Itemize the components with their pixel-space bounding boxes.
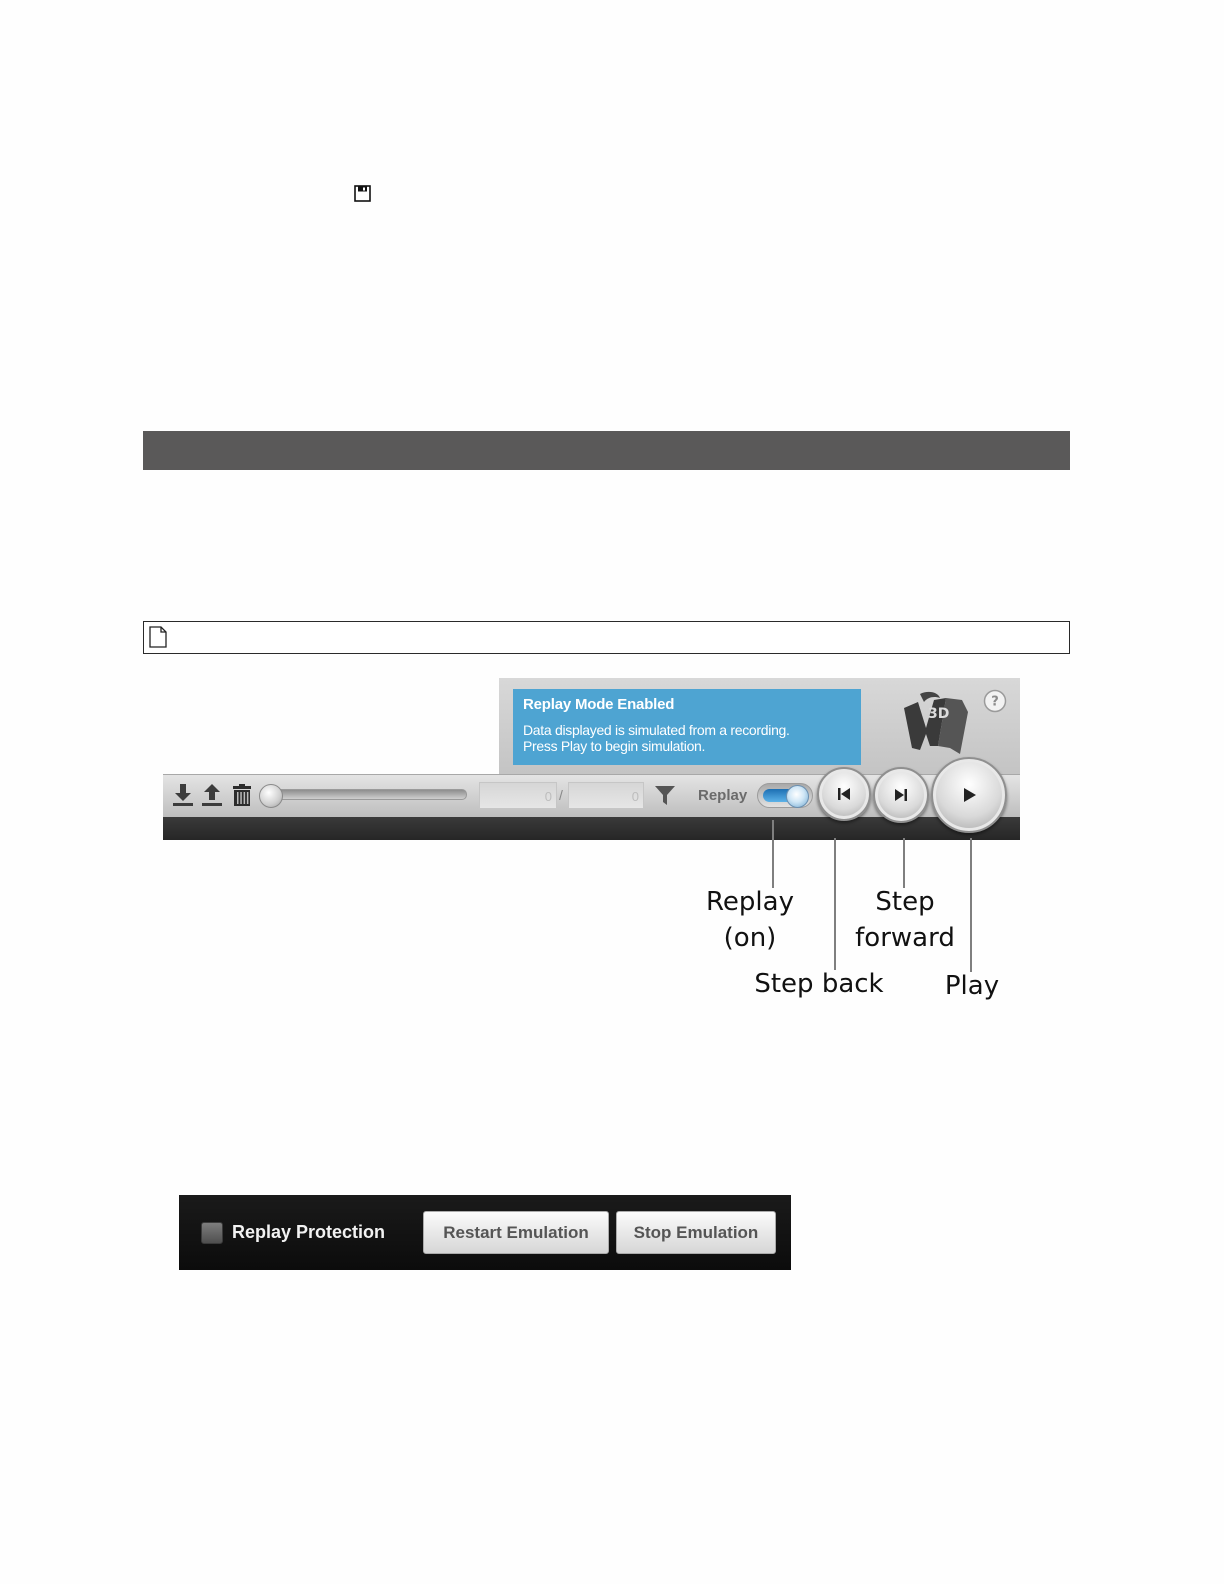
callout-line-step-back	[834, 838, 836, 970]
callout-line-step-forward	[903, 838, 905, 888]
callout-replay	[690, 884, 810, 956]
replay-toggle[interactable]	[757, 783, 813, 808]
banner-title: Replay Mode Enabled	[523, 696, 675, 713]
download-icon[interactable]	[171, 782, 195, 808]
restart-emulation-button[interactable]: Restart Emulation	[423, 1211, 609, 1254]
current-frame-field[interactable]: 0	[479, 782, 557, 809]
trash-icon[interactable]	[230, 782, 254, 808]
step-back-button[interactable]	[817, 767, 871, 821]
step-forward-icon	[893, 787, 909, 803]
replay-mode-banner	[513, 689, 861, 765]
callout-play: Play	[944, 971, 1000, 1001]
document-icon	[149, 626, 167, 648]
callout-replay-line1: Replay	[706, 887, 794, 917]
callout-line-play	[970, 838, 972, 972]
filter-icon[interactable]	[653, 783, 677, 807]
timeline-slider-handle[interactable]	[259, 784, 283, 808]
callout-step-back: Step back	[754, 969, 884, 999]
floppy-disk-icon	[354, 185, 371, 202]
callout-line-replay	[772, 820, 774, 888]
callout-step-forward-line1: Step	[875, 887, 935, 917]
replay-protection-label: Replay Protection	[232, 1222, 386, 1242]
callout-replay-line2: (on)	[723, 923, 777, 953]
stop-emulation-button[interactable]: Stop Emulation	[616, 1211, 776, 1254]
replay-toggle-knob[interactable]	[786, 785, 809, 808]
callout-step-forward	[840, 884, 970, 956]
play-icon	[960, 786, 978, 804]
svg-text:3D: 3D	[928, 706, 950, 722]
frame-separator: /	[559, 787, 563, 803]
3dm-logo	[898, 688, 972, 760]
play-button[interactable]	[931, 757, 1007, 833]
replay-protection-checkbox[interactable]	[201, 1222, 223, 1244]
total-frames-field[interactable]: 0	[568, 782, 644, 809]
banner-message-line1: Data displayed is simulated from a recording.	[523, 722, 790, 738]
question-mark-icon[interactable]	[983, 689, 1007, 713]
timeline-slider-track[interactable]	[266, 789, 467, 800]
note-box	[143, 621, 1070, 654]
replay-label: Replay	[698, 787, 748, 804]
svg-text:?: ?	[991, 694, 999, 710]
section-header-bar	[143, 431, 1070, 470]
banner-message-line2: Press Play to begin simulation.	[523, 738, 706, 754]
step-forward-button[interactable]	[873, 767, 929, 823]
upload-icon[interactable]	[200, 782, 224, 808]
step-back-icon	[836, 786, 852, 802]
callout-step-forward-line2: forward	[855, 923, 955, 953]
